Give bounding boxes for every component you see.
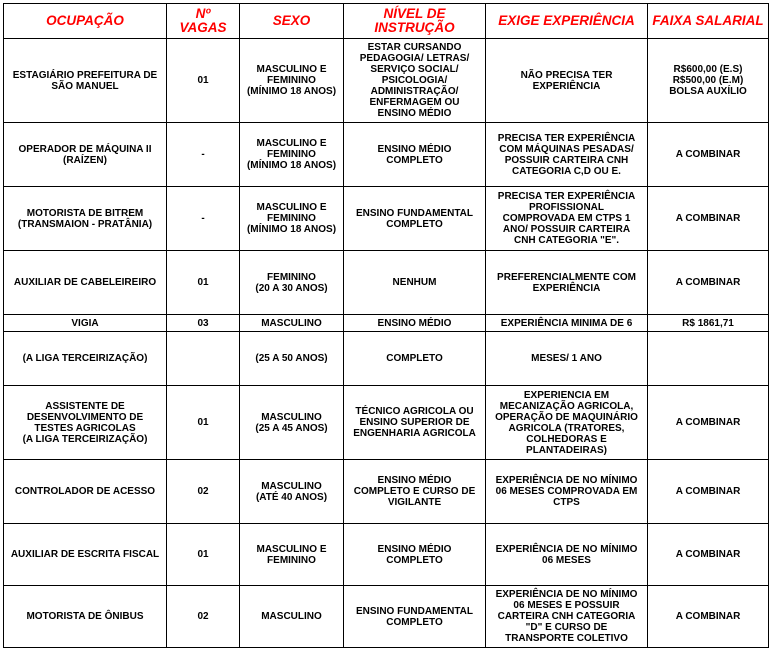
- table-row: [4, 251, 769, 315]
- cell-experiencia: MESES/ 1 ANO: [486, 332, 648, 386]
- cell-vagas: 01: [167, 386, 240, 460]
- cell-ocupacao: AUXILIAR DE CABELEIREIRO: [4, 251, 167, 315]
- cell-experiencia: PRECISA TER EXPERIÊNCIA COM MÁQUINAS PESADAS/ POSSUIR CARTEIRA CNH CATEGORIA C,D OU E.: [486, 123, 648, 187]
- cell-instrucao: ENSINO MÉDIO COMPLETO: [344, 123, 486, 187]
- header-row: [4, 4, 769, 39]
- cell-sexo: MASCULINO E FEMININO (MÍNIMO 18 ANOS): [240, 187, 344, 251]
- cell-instrucao: ENSINO FUNDAMENTAL COMPLETO: [344, 586, 486, 648]
- cell-ocupacao: (A LIGA TERCEIRIZAÇÃO): [4, 332, 167, 386]
- cell-ocupacao: ESTAGIÁRIO PREFEITURA DE SÃO MANUEL: [4, 39, 167, 123]
- header-experiencia: EXIGE EXPERIÊNCIA: [486, 4, 648, 39]
- cell-ocupacao: AUXILIAR DE ESCRITA FISCAL: [4, 524, 167, 586]
- cell-vagas: 01: [167, 251, 240, 315]
- table-row: [4, 386, 769, 460]
- cell-ocupacao: OPERADOR DE MÁQUINA II (RAÍZEN): [4, 123, 167, 187]
- cell-ocupacao: ASSISTENTE DE DESENVOLVIMENTO DE TESTES AGRICOLAS (A LIGA TERCEIRIZAÇÃO): [4, 386, 167, 460]
- cell-experiencia: EXPERIÊNCIA MINIMA DE 6: [486, 315, 648, 332]
- table-row: [4, 524, 769, 586]
- cell-salario: A COMBINAR: [648, 251, 769, 315]
- cell-salario: A COMBINAR: [648, 524, 769, 586]
- cell-ocupacao: VIGIA: [4, 315, 167, 332]
- cell-instrucao: ENSINO MÉDIO: [344, 315, 486, 332]
- cell-sexo: MASCULINO (25 A 45 ANOS): [240, 386, 344, 460]
- cell-sexo: MASCULINO E FEMININO (MÍNIMO 18 ANOS): [240, 39, 344, 123]
- cell-vagas: 01: [167, 524, 240, 586]
- cell-instrucao: NENHUM: [344, 251, 486, 315]
- cell-instrucao: COMPLETO: [344, 332, 486, 386]
- cell-experiencia: EXPERIÊNCIA DE NO MÍNIMO 06 MESES: [486, 524, 648, 586]
- header-ocupacao: OCUPAÇÃO: [4, 4, 167, 39]
- cell-salario: A COMBINAR: [648, 460, 769, 524]
- table-row: [4, 315, 769, 332]
- cell-salario: R$600,00 (E.S) R$500,00 (E.M) BOLSA AUXÍLIO: [648, 39, 769, 123]
- table-row: [4, 187, 769, 251]
- cell-ocupacao: MOTORISTA DE ÔNIBUS: [4, 586, 167, 648]
- cell-vagas: -: [167, 123, 240, 187]
- cell-instrucao: ENSINO MÉDIO COMPLETO E CURSO DE VIGILANTE: [344, 460, 486, 524]
- cell-sexo: MASCULINO E FEMININO: [240, 524, 344, 586]
- cell-instrucao: TÉCNICO AGRICOLA OU ENSINO SUPERIOR DE ENGENHARIA AGRICOLA: [344, 386, 486, 460]
- table-row: [4, 460, 769, 524]
- cell-ocupacao: MOTORISTA DE BITREM (TRANSMAION - PRATÂNIA): [4, 187, 167, 251]
- cell-salario: [648, 332, 769, 386]
- table-row: [4, 123, 769, 187]
- cell-salario: A COMBINAR: [648, 123, 769, 187]
- cell-vagas: -: [167, 187, 240, 251]
- header-faixa-salarial: FAIXA SALARIAL: [648, 4, 769, 39]
- cell-salario: A COMBINAR: [648, 586, 769, 648]
- cell-sexo: MASCULINO: [240, 315, 344, 332]
- cell-salario: R$ 1861,71: [648, 315, 769, 332]
- cell-sexo: MASCULINO: [240, 586, 344, 648]
- cell-experiencia: EXPERIÊNCIA DE NO MÍNIMO 06 MESES E POSSUIR CARTEIRA CNH CATEGORIA "D" E CURSO DE TRANSPORTE COLETIVO: [486, 586, 648, 648]
- header-sexo: SEXO: [240, 4, 344, 39]
- cell-vagas: 02: [167, 586, 240, 648]
- cell-vagas: 01: [167, 39, 240, 123]
- cell-instrucao: ESTAR CURSANDO PEDAGOGIA/ LETRAS/ SERVIÇO SOCIAL/ PSICOLOGIA/ ADMINISTRAÇÃO/ ENFERMAGEM OU ENSINO MÉDIO: [344, 39, 486, 123]
- cell-sexo: (25 A 50 ANOS): [240, 332, 344, 386]
- cell-vagas: 02: [167, 460, 240, 524]
- cell-salario: A COMBINAR: [648, 187, 769, 251]
- header-instrucao: NÍVEL DE INSTRUÇÃO: [344, 4, 486, 39]
- cell-vagas: 03: [167, 315, 240, 332]
- table-row: [4, 586, 769, 648]
- cell-experiencia: PRECISA TER EXPERIÊNCIA PROFISSIONAL COMPROVADA EM CTPS 1 ANO/ POSSUIR CARTEIRA CNH CATEGORIA "E".: [486, 187, 648, 251]
- table-row: [4, 39, 769, 123]
- cell-vagas: [167, 332, 240, 386]
- table-row: [4, 332, 769, 386]
- job-openings-table: [3, 3, 769, 648]
- cell-sexo: MASCULINO E FEMININO (MÍNIMO 18 ANOS): [240, 123, 344, 187]
- cell-experiencia: PREFERENCIALMENTE COM EXPERIÊNCIA: [486, 251, 648, 315]
- cell-instrucao: ENSINO FUNDAMENTAL COMPLETO: [344, 187, 486, 251]
- cell-sexo: MASCULINO (ATÉ 40 ANOS): [240, 460, 344, 524]
- cell-experiencia: EXPERIENCIA EM MECANIZAÇÃO AGRICOLA, OPERAÇÃO DE MAQUINÁRIO AGRICOLA (TRATORES, COLHEDORAS E PLANTADEIRAS): [486, 386, 648, 460]
- cell-instrucao: ENSINO MÉDIO COMPLETO: [344, 524, 486, 586]
- cell-ocupacao: CONTROLADOR DE ACESSO: [4, 460, 167, 524]
- header-vagas: Nº VAGAS: [167, 4, 240, 39]
- cell-salario: A COMBINAR: [648, 386, 769, 460]
- cell-sexo: FEMININO (20 A 30 ANOS): [240, 251, 344, 315]
- cell-experiencia: EXPERIÊNCIA DE NO MÍNIMO 06 MESES COMPROVADA EM CTPS: [486, 460, 648, 524]
- cell-experiencia: NÃO PRECISA TER EXPERIÊNCIA: [486, 39, 648, 123]
